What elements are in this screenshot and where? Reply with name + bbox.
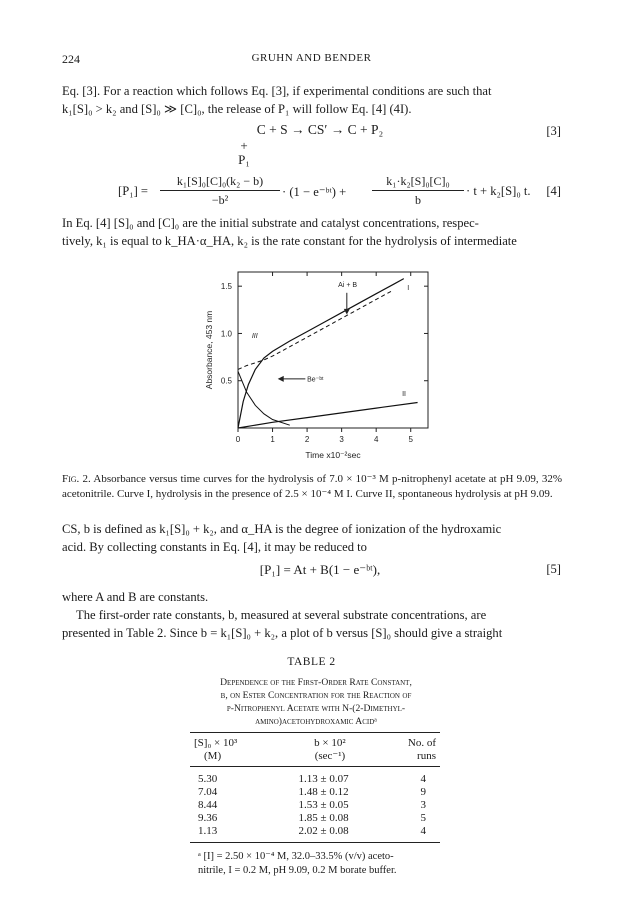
table-cell: 1.85 ± 0.08 <box>298 811 349 824</box>
table-2-title-line: amino)acetohydroxamic Acidᵃ <box>255 716 377 727</box>
equation-4-frac2-num: k₁·k₂[S]₀[C]₀ <box>372 174 464 191</box>
table-cell: 1.13 <box>198 824 218 837</box>
table-2-top-rule <box>190 732 440 733</box>
table-cell: 1.48 ± 0.12 <box>298 785 349 798</box>
label-curve-III: III <box>251 333 258 341</box>
para4-line-1: where A and B are constants. <box>62 590 209 604</box>
label-curve-II: II <box>402 390 406 398</box>
page-number: 224 <box>62 52 80 66</box>
x-tick-label: 0 <box>235 435 241 444</box>
table-header-cell: (sec⁻¹) <box>314 750 346 762</box>
table-cell: 1.13 ± 0.07 <box>298 772 349 785</box>
para2-line-2: tively, k₁ is equal to k_HA·α_HA, k₂ is the rate constant for the hydrolysis of intermediate <box>62 234 517 248</box>
table-row <box>190 798 440 811</box>
label-be: Be⁻ᵇᵗ <box>307 376 324 384</box>
para4-line-2: The first-order rate constants, b, measured at several substrate concentrations, are <box>76 608 487 622</box>
table-cell: 9.36 <box>198 811 218 824</box>
curve-I-line <box>238 279 404 428</box>
equation-4-tail: · t + k₂[S]₀ t. <box>466 184 531 198</box>
table-2-mid-rule <box>190 766 440 767</box>
equation-3-bottom: P₁ <box>238 152 250 167</box>
para4-line-3: presented in Table 2. Since b = k₁[S]₀ + k₂, a plot of b versus [S]₀ should give a straight <box>62 626 503 640</box>
table-header-cell: No. of <box>407 736 436 749</box>
equation-4-mid: · (1 − e⁻ᵇᵗ) + <box>282 185 347 199</box>
table-cell: 4 <box>420 824 426 837</box>
para2-line-1: In Eq. [4] [S]₀ and [C]₀ are the initial substrate and catalyst concentrations, respec- <box>62 216 479 230</box>
table-2-footnote-line: ᵃ [I] = 2.50 × 10⁻⁴ M, 32.0–33.5% (v/v) aceto- <box>198 851 394 862</box>
table-row <box>190 811 440 824</box>
table-2-label: TABLE 2 <box>287 656 336 668</box>
table-2 <box>190 736 440 762</box>
para3-line-2: acid. By collecting constants in Eq. [4], it may be reduced to <box>62 540 367 554</box>
table-cell: 8.44 <box>198 798 218 811</box>
curve-III-line <box>238 290 394 369</box>
table-cell: 1.53 ± 0.05 <box>298 798 349 811</box>
equation-5-number: [5] <box>546 562 561 576</box>
table-cell: 9 <box>420 785 426 798</box>
table-header-cell: (M) <box>204 749 222 762</box>
label-ai-b: Ai + B <box>338 282 358 290</box>
table-header-cell: [S]₀ × 10³ <box>194 736 238 749</box>
equation-4-lhs: [P₁] = <box>118 184 149 198</box>
table-header-row <box>190 749 440 762</box>
arrowhead-be <box>278 376 284 382</box>
x-tick-label: 2 <box>304 435 310 444</box>
label-curve-I: I <box>407 284 410 292</box>
intro-line-1: Eq. [3]. For a reaction which follows Eq. [3], if experimental conditions are such that <box>62 84 492 98</box>
y-tick-label: 1.5 <box>220 282 232 292</box>
x-tick-label: 5 <box>408 435 413 444</box>
table-2-title <box>196 676 436 728</box>
table-cell: 4 <box>420 772 426 785</box>
table-header-cell: runs <box>417 749 436 762</box>
equation-4-number: [4] <box>546 184 561 198</box>
table-2-title-line: p-Nitrophenyl Acetate with N-(2-Dimethyl- <box>226 703 406 714</box>
table-2-bottom-rule <box>190 842 440 843</box>
x-tick-label: 4 <box>373 435 379 444</box>
equation-3-top: C + S → CS′ → C + P₂ <box>256 122 384 137</box>
table-2-title-line: Dependence of the First-Order Rate Constant, <box>220 677 412 688</box>
x-tick-label: 3 <box>339 435 344 444</box>
table-cell: 7.04 <box>198 785 218 798</box>
table-cell: 5.30 <box>198 772 218 785</box>
figure-2-chart <box>200 256 440 468</box>
equation-5: [P₁] = At + B(1 − e⁻ᵇᵗ), <box>259 562 381 577</box>
table-2-footnote-line: nitrile, I = 0.2 M, pH 9.09, 0.2 M borate buffer. <box>198 865 397 876</box>
table-row <box>190 824 440 837</box>
table-header-cell: b × 10² <box>314 736 346 749</box>
table-2-body <box>190 772 440 837</box>
equation-4-frac1-num: k₁[S]₀[C]₀(k₂ − b) <box>160 174 280 191</box>
running-title: GRUHN AND BENDER <box>251 52 372 64</box>
y-tick-label: 1.0 <box>220 329 232 339</box>
intro-line-2: k₁[S]₀ > k₂ and [S]₀ ≫ [C]₀, the release of P₁ will follow Eq. [4] (4I). <box>62 102 412 116</box>
table-2-title-line: b, on Ester Concentration for the Reaction of <box>220 690 412 701</box>
table-row <box>190 772 440 785</box>
table-cell: 2.02 ± 0.08 <box>298 824 349 837</box>
curve-II-line <box>238 403 418 429</box>
table-cell: 5 <box>420 811 426 824</box>
figure-2-caption-lead: Fig. 2. <box>62 473 91 485</box>
x-tick-label: 1 <box>270 435 275 444</box>
equation-3-plus: + <box>240 138 248 153</box>
y-axis-label: Absorbance, 453 nm <box>204 310 214 390</box>
equation-4-frac2-den: b <box>415 193 421 207</box>
y-tick-label: 0.5 <box>220 376 232 386</box>
figure-2-caption <box>62 472 562 501</box>
figure-2-caption-text: Absorbance versus time curves for the hydrolysis of 7.0 × 10⁻³ M p-nitrophenyl acetate at pH 9.09, 32% acetonitrile. Curve I, hydrolysis in the presence of 2.5 × 10⁻⁴ M I. Curve II, spontaneous hydrolysis at pH 9.09. <box>62 473 562 500</box>
x-axis-label: Time x10⁻²sec <box>305 450 361 460</box>
table-2-footnote <box>198 850 448 878</box>
para3-line-1: CS, b is defined as k₁[S]₀ + k₂, and α_HA is the degree of ionization of the hydroxamic <box>62 522 502 536</box>
arrowhead-ai-b <box>344 309 350 315</box>
equation-3-number: [3] <box>546 124 561 138</box>
table-row <box>190 785 440 798</box>
table-cell: 3 <box>420 798 426 811</box>
equation-4-frac1-den: −b² <box>211 193 229 207</box>
table-header-row <box>190 736 440 749</box>
